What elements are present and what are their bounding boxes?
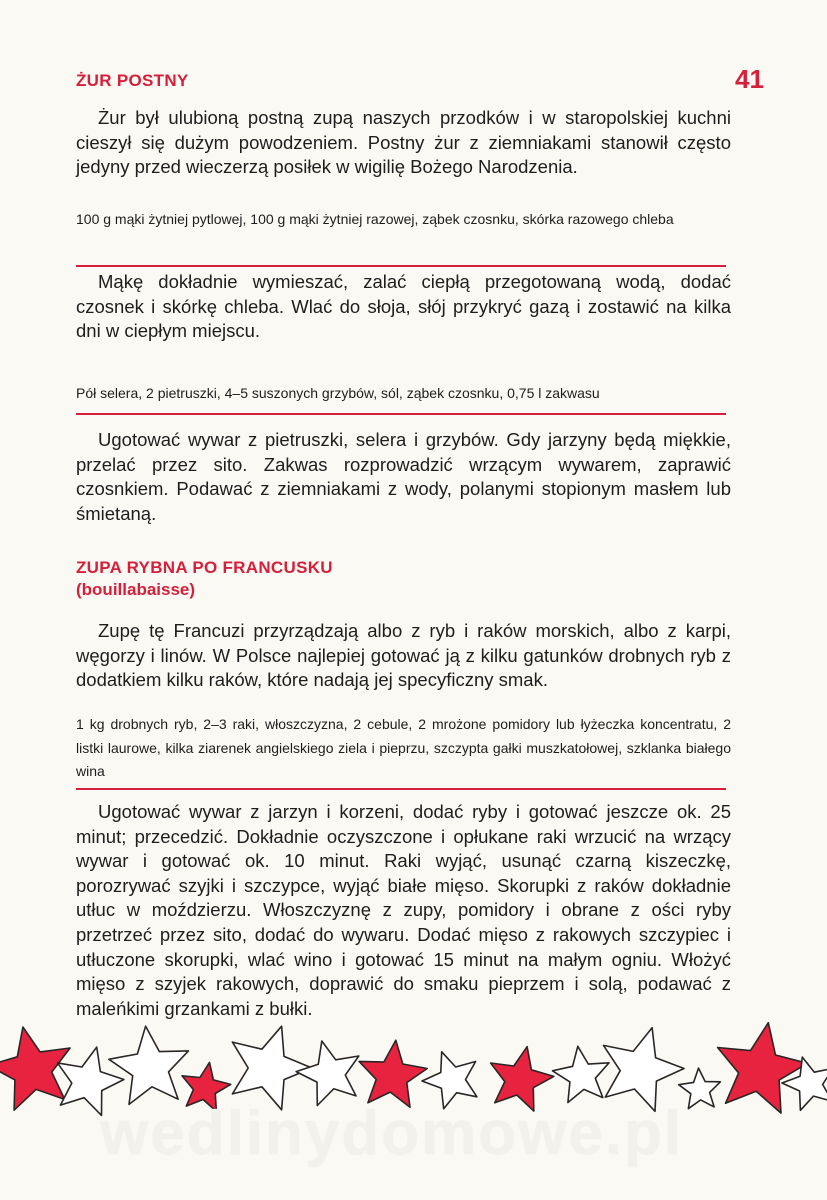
section-divider [76,788,726,790]
white-star-icon [553,1046,610,1102]
section-divider [76,265,726,267]
recipe-intro-zur: Żur był ulubioną postną zupą naszych przodków i w staropolskiej kuchni cieszył się dużym powodzeniem. Postny żur z ziemniakami stanowił często jedyny przed wieczerzą posiłek w wigilię Bożego Narodzenia. [76,107,731,178]
white-star-icon [296,1041,359,1106]
method-zupa-rybna: Ugotować wywar z jarzyn i korzeni, dodać ryby i gotować jeszcze ok. 25 minut; przecedzić. Dokładnie oczyszczone i opłukane raki wrzucić na wrzący wywar i gotować ok. 10 minut. Raki wyjąć, usunąć czarną kiszeczkę, porozrywać szyjki i szczypce, wyjąć białe mięso. Skorupki z raków dokładnie utłuc w moździerzu. Włoszczyznę z zupy, pomidory i obrane z ości ryby przetrzeć przez sito, dodać do wywaru. Dodać mięso z rakowych szczypiec i utłuczone skorupki, wlać wino i gotować 15 minut na małym ogniu. Włożyć mięso z szyjek rakowych, doprawić do smaku pieprzem i solą, podawać z maleńkimi grzankami z bułki. [76,801,731,1019]
ingredients-zakwas: 100 g mąki żytniej pytlowej, 100 g mąki żytniej razowej, ząbek czosnku, skórka razowego chleba [76,211,674,227]
method-zur: Ugotować wywar z pietruszki, selera i grzybów. Gdy jarzyny będą miękkie, przelać przez sito. Zakwas rozprowadzić wrzącym wywarem, zaprawić czosnkiem. Podawać z ziemniakami z wody, polanymi stopionym masłem lub śmietaną. [76,429,731,524]
recipe-intro-zupa-rybna: Zupę tę Francuzi przyrządzają albo z ryb i raków morskich, albo z karpi, węgorzy i linów. W Polsce najlepiej gotować ją z kilku gatunków drobnych ryb z dodatkiem kilku raków, które nadają jej specyficzny smak. [76,620,731,691]
ingredients-zur: Pół selera, 2 pietruszki, 4–5 suszonych grzybów, sól, ząbek czosnku, 0,75 l zakwasu [76,385,600,401]
page-number: 41 [735,64,764,94]
white-star-icon [109,1026,188,1104]
recipe-title-zur-postny: ŻUR POSTNY [76,71,189,90]
method-zakwas: Mąkę dokładnie wymieszać, zalać ciepłą przegotowaną wodą, dodać czosnek i skórkę chleba. Wlać do słoja, słój przykryć gazą i zostawić na kilka dni w ciepłym miejscu. [76,271,731,342]
ingredients-zupa-rybna: 1 kg drobnych ryb, 2–3 raki, włoszczyzna, 2 cebule, 2 mrożone pomidory lub łyżeczka koncentratu, 2 listki laurowe, kilka ziarenek angielskiego ziela i pieprzu, szczypta gałki muszkatołowej, szklanka białego wina [76,716,731,779]
recipe-subtitle-bouillabaisse: (bouillabaisse) [76,580,196,599]
watermark-text: wedlinydomowe.pl [100,1099,684,1168]
section-divider [76,413,726,415]
recipe-title-zupa-rybna: ZUPA RYBNA PO FRANCUSKU [76,558,333,577]
red-star-icon [0,1027,70,1110]
